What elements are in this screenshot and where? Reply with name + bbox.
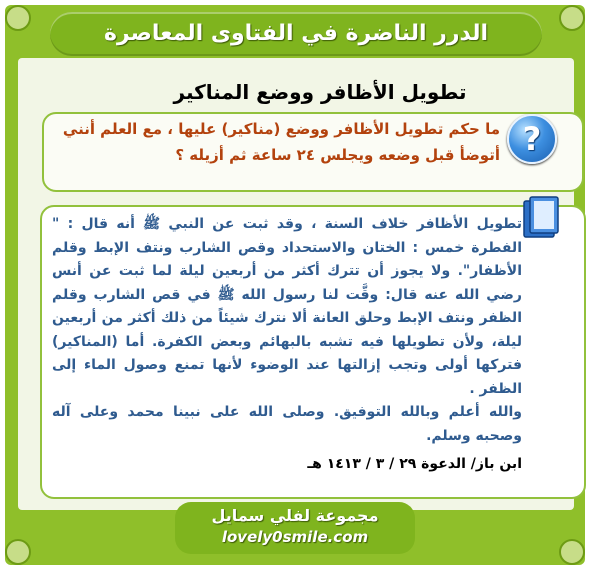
corner-ornament [559,5,585,31]
topic-title: تطويل الأظافر ووضع المناكير [173,80,467,104]
answer-text [52,213,522,448]
question-text: ما حكم تطويل الأظافر ووضع (مناكير) عليها ، مع العلم أنني أتوضأ قبل وضعه ويجلس ٢٤ ساعة ثم أزيله ؟ [62,120,500,164]
footer-group-name: مجموعة لفلي سمايل [211,506,379,525]
book-icon [520,195,562,241]
corner-ornament [5,539,31,565]
corner-ornament [559,539,585,565]
fatwa-source: ابن باز/ الدعوة ٢٩ / ٣ / ١٤١٣ هـ [307,456,522,472]
answer-body: تطويل الأظافر خلاف السنة ، وقد ثبت عن النبي ﷺ أنه قال : " الفطرة خمس : الختان والاستحداد وقص الشارب ونتف الإبط وقلم الأظفار". ولا يجوز أن تترك أكثر من أربعين ليلة لما ثبت عن أنس رضي الله عنه قال: وقَّت لنا رسول الله ﷺ في قص الشارب وقلم الظفر ونتف الإبط وحلق العانة ألا نترك شيئاً من ذلك أكثر من أربعين ليلة، ولأن تطويلها فيه تشبه بالبهائم وبعض الكفرة. أما (المناكير) فتركها أولى وتجب إزالتها عند الوضوء لأنها تمنع وصول الماء إلى الظفر . [52,216,522,397]
footer-site-link[interactable]: lovely0smile.com [221,528,369,546]
question-mark-glyph: ? [522,120,542,158]
answer-closing: والله أعلم وبالله التوفيق. وصلى الله على نبينا محمد وعلى آله وصحبه وسلم. [52,404,522,444]
site-title: الدرر الناضرة في الفتاوى المعاصرة [104,21,488,46]
corner-ornament [5,5,31,31]
